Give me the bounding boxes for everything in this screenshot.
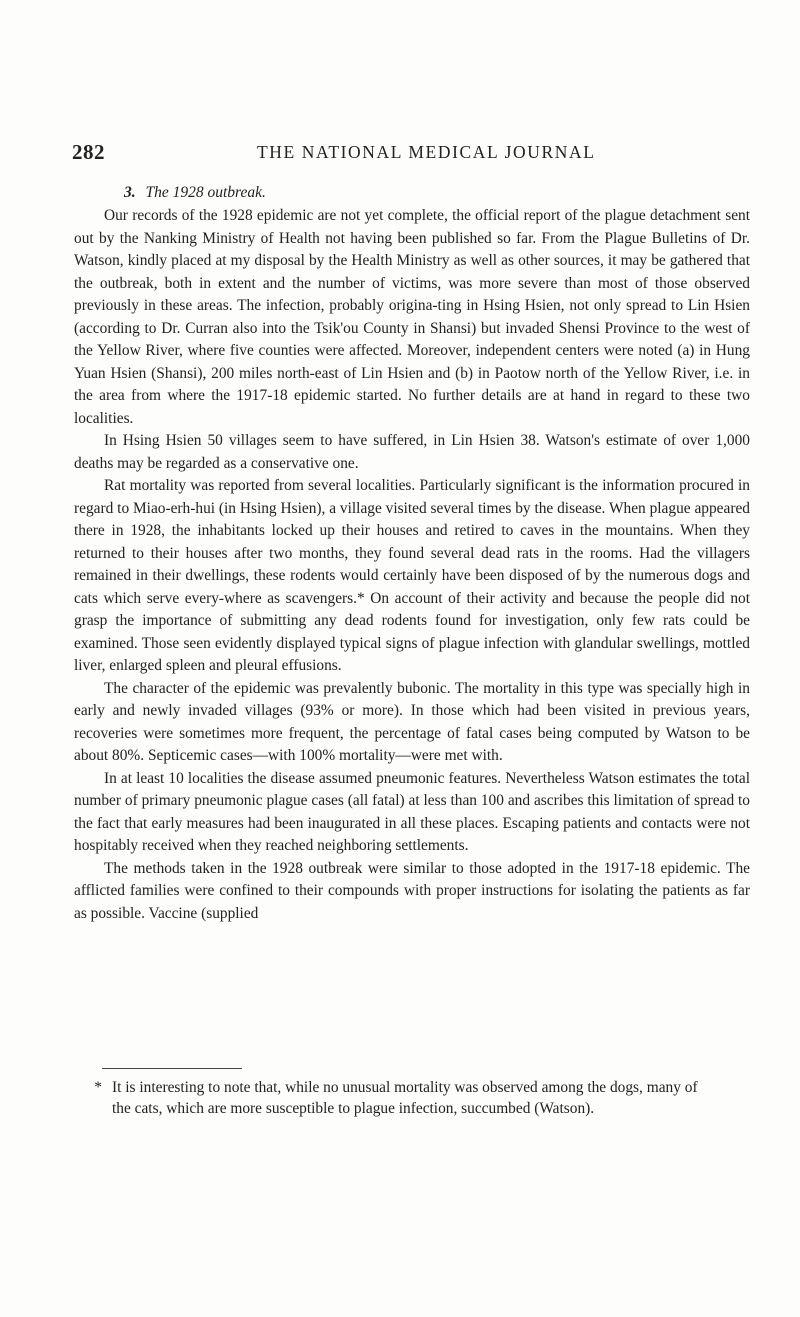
page-number: 282	[72, 140, 105, 164]
section-title: The 1928 outbreak.	[145, 184, 266, 201]
running-head	[72, 140, 752, 168]
body-text	[74, 205, 750, 925]
paragraph: The character of the epidemic was prevalently bubonic. The mortality in this type was specially high in early and newly invaded villages (93% or more). In those which had been visited in previous years, recoveries were sometimes more frequent, the percentage of fatal cases being computed by Watson to be about 80%. Septicemic cases—with 100% mortality—were met with.	[74, 679, 750, 764]
footnote-text: It is interesting to note that, while no unusual mortality was observed among the dogs, many of the cats, which are more susceptible to plague infection, succumbed (Watson).	[112, 1079, 698, 1117]
footnote	[74, 1077, 750, 1119]
section-heading	[124, 184, 266, 202]
paragraph: Rat mortality was reported from several localities. Particularly significant is the information procured in regard to Miao-erh-hui (in Hsing Hsien), a village visited several times by the disease. When plague appeared there in 1928, the inhabitants locked up their houses and retired to caves in the mountains. When they returned to their houses after two months, they found several dead rats in the rooms. Had the villagers remained in their dwellings, these rodents would certainly have been disposed of by the numerous dogs and cats which serve every-where as scavengers.* On account of their activity and because the people did not grasp the importance of submitting any dead rodents found for investigation, only few rats could be examined. Those seen evidently displayed typical signs of plague infection with glandular swellings, mottled liver, enlarged spleen and pleural effusions.	[74, 477, 750, 674]
footnote-mark: *	[94, 1079, 102, 1096]
paragraph: The methods taken in the 1928 outbreak were similar to those adopted in the 1917-18 epidemic. The afflicted families were confined to their compounds with proper instructions for isolating the patients as far as possible. Vaccine (supplied	[74, 859, 750, 922]
journal-title: THE NATIONAL MEDICAL JOURNAL	[257, 142, 596, 162]
paragraph: In at least 10 localities the disease assumed pneumonic features. Nevertheless Watson estimates the total number of primary pneumonic plague cases (all fatal) at less than 100 and ascribes this limitation of spread to the fact that early measures had been inaugurated in all these places. Escaping patients and contacts were not hospitably received when they reached neighboring settlements.	[74, 769, 750, 854]
paragraph: Our records of the 1928 epidemic are not yet complete, the official report of the plague detachment sent out by the Nanking Ministry of Health not having been published so far. From the Plague Bulletins of Dr. Watson, kindly placed at my disposal by the Health Ministry as well as other sources, it may be gathered that the outbreak, both in extent and the number of victims, was more severe than most of those observed previously in these areas. The infection, probably origina-ting in Hsing Hsien, not only spread to Lin Hsien (according to Dr. Curran also into the Tsik'ou County in Shansi) but invaded Shensi Province to the west of the Yellow River, where five counties were affected. Moreover, independent centers were noted (a) in Hung Yuan Hsien (Shansi), 200 miles north-east of Lin Hsien and (b) in Paotow north of the Yellow River, i.e. in the area from where the 1917-18 epidemic started. No further details are at hand in regard to these two localities.	[74, 207, 750, 427]
section-number: 3.	[124, 184, 136, 201]
footnote-divider	[102, 1068, 242, 1069]
paragraph: In Hsing Hsien 50 villages seem to have suffered, in Lin Hsien 38. Watson's estimate of over 1,000 deaths may be regarded as a conservative one.	[74, 432, 750, 472]
